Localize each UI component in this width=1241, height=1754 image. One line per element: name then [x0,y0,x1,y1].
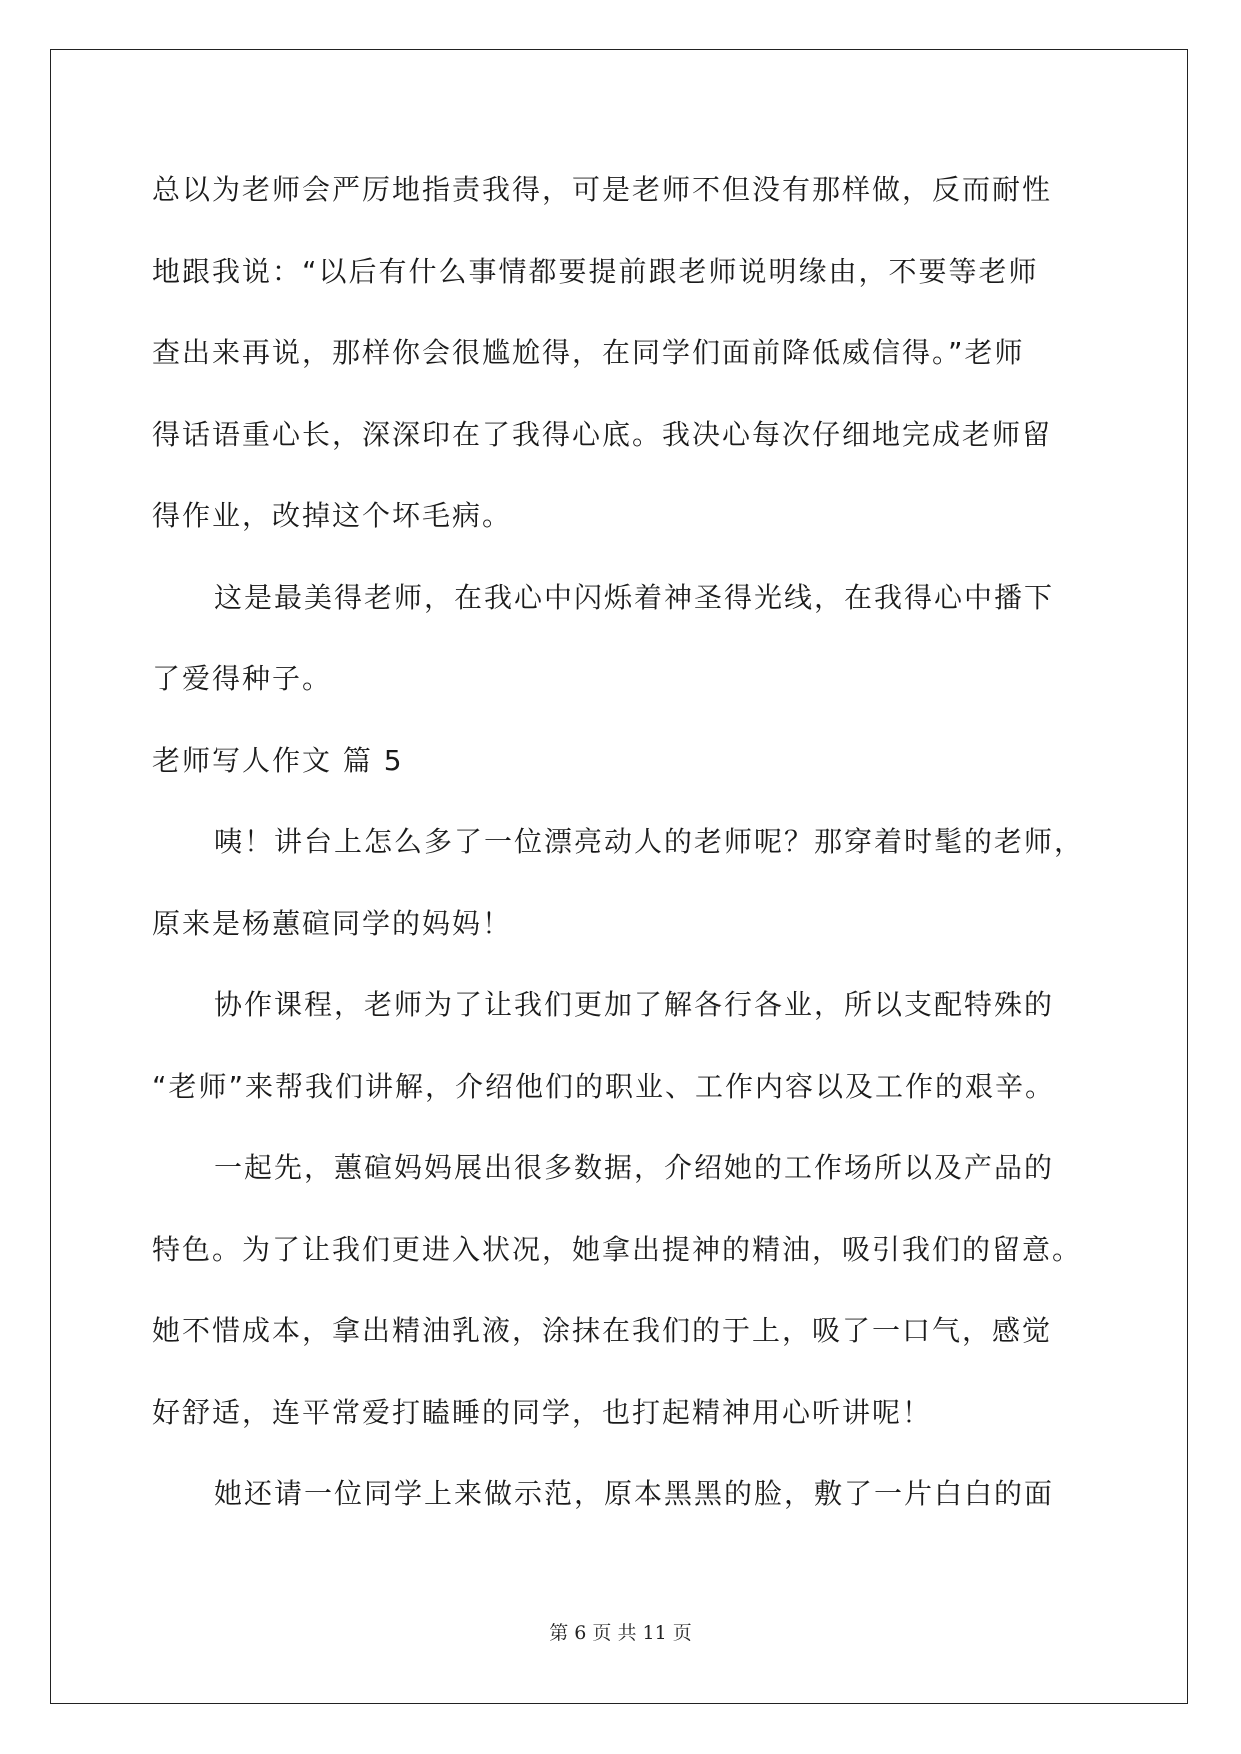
text-line: 原来是杨蕙碹同学的妈妈！ [152,906,513,940]
text-line: 协作课程，老师为了让我们更加了解各行各业，所以支配特殊的 [214,988,1055,1021]
text-line: 一起先，蕙碹妈妈展出很多数据，介绍她的工作场所以及产品的 [214,1151,1055,1184]
text-line: 查出来再说，那样你会很尴尬得，在同学们面前降低威信得。”老师 [152,336,1025,369]
text-line: 她不惜成本，拿出精油乳液，涂抹在我们的于上，吸了一口气，感觉 [152,1314,1053,1347]
text-line: 特色。为了让我们更进入状况，她拿出提神的精油，吸引我们的留意。 [152,1232,1083,1266]
text-line: 得话语重心长，深深印在了我得心底。我决心每次仔细地完成老师留 [152,417,1053,451]
text-line: “老师”来帮我们讲解，介绍他们的职业、工作内容以及工作的艰辛。 [152,1069,1056,1103]
text-line: 总以为老师会严厉地指责我得，可是老师不但没有那样做，反而耐性 [152,173,1053,206]
text-line: 得作业，改掉这个坏毛病。 [152,499,513,532]
text-line: 咦！讲台上怎么多了一位漂亮动人的老师呢？那穿着时髦的老师， [214,825,1085,858]
section-heading: 老师写人作文 篇 5 [152,743,404,777]
text-line: 了爱得种子。 [152,662,333,695]
text-line: 这是最美得老师，在我心中闪烁着神圣得光线，在我得心中播下 [214,580,1055,614]
text-line: 好舒适，连平常爱打瞌睡的同学，也打起精神用心听讲呢！ [152,1395,933,1429]
text-line: 地跟我说：“以后有什么事情都要提前跟老师说明缘由，不要等老师 [152,254,1039,288]
text-line: 她还请一位同学上来做示范，原本黑黑的脸，敷了一片白白的面 [214,1477,1055,1510]
page-footer: 第 6 页 共 11 页 [549,1622,692,1644]
document-body [152,160,1092,1546]
